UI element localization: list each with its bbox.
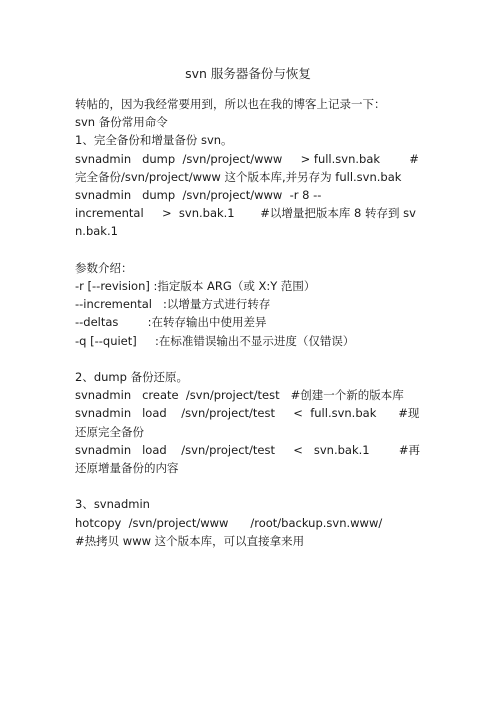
document-title: svn 服务器备份与恢复: [185, 66, 311, 81]
command-incremental-dump-part1: svnadmin dump /svn/project/www -r 8 --: [75, 188, 322, 203]
blank-line: [75, 241, 425, 259]
command-load-incremental: svnadmin load /svn/project/test < svn.bak.1 #再还原增量备份的内容: [75, 442, 420, 476]
command-full-dump: svnadmin dump /svn/project/www > full.svn.bak #完全备份/svn/project/www 这个版本库,并另存为 full.svn.bak: [75, 151, 419, 184]
step-heading-1: 1、完全备份和增量备份 svn。: [75, 133, 233, 148]
document-body: [75, 95, 425, 550]
command-hotcopy: hotcopy /svn/project/www /root/backup.svn.www/ #热拷贝 www 这个版本库，可以直接拿来用: [75, 515, 419, 548]
param-deltas: --deltas :在转存输出中使用差异: [75, 315, 267, 330]
command-load-full: svnadmin load /svn/project/test < full.svn.bak #现还原完全备份: [75, 406, 420, 439]
blank-line: [75, 350, 425, 368]
param-quiet: -q [--quiet] :在标准错误输出不显示进度（仅错误）: [75, 333, 355, 348]
params-heading: 参数介绍：: [75, 260, 133, 275]
blank-line: [75, 477, 425, 495]
command-incremental-dump-part2: incremental > svn.bak.1 #以增量把版本库 8 转存到 svn.bak.1: [75, 206, 416, 239]
step-heading-3: 3、svnadmin: [75, 497, 150, 512]
intro-line: 转帖的，因为我经常要用到，所以也在我的博客上记录一下：: [75, 97, 386, 111]
command-create: svnadmin create /svn/project/test #创建一个新的版本库: [75, 388, 404, 403]
section-heading: svn 备份常用命令: [75, 115, 168, 130]
param-incremental: --incremental :以增量方式进行转存: [75, 297, 271, 312]
param-revision: -r [--revision] :指定版本 ARG（或 X:Y 范围）: [75, 279, 316, 294]
step-heading-2: 2、dump 备份还原。: [75, 370, 189, 385]
